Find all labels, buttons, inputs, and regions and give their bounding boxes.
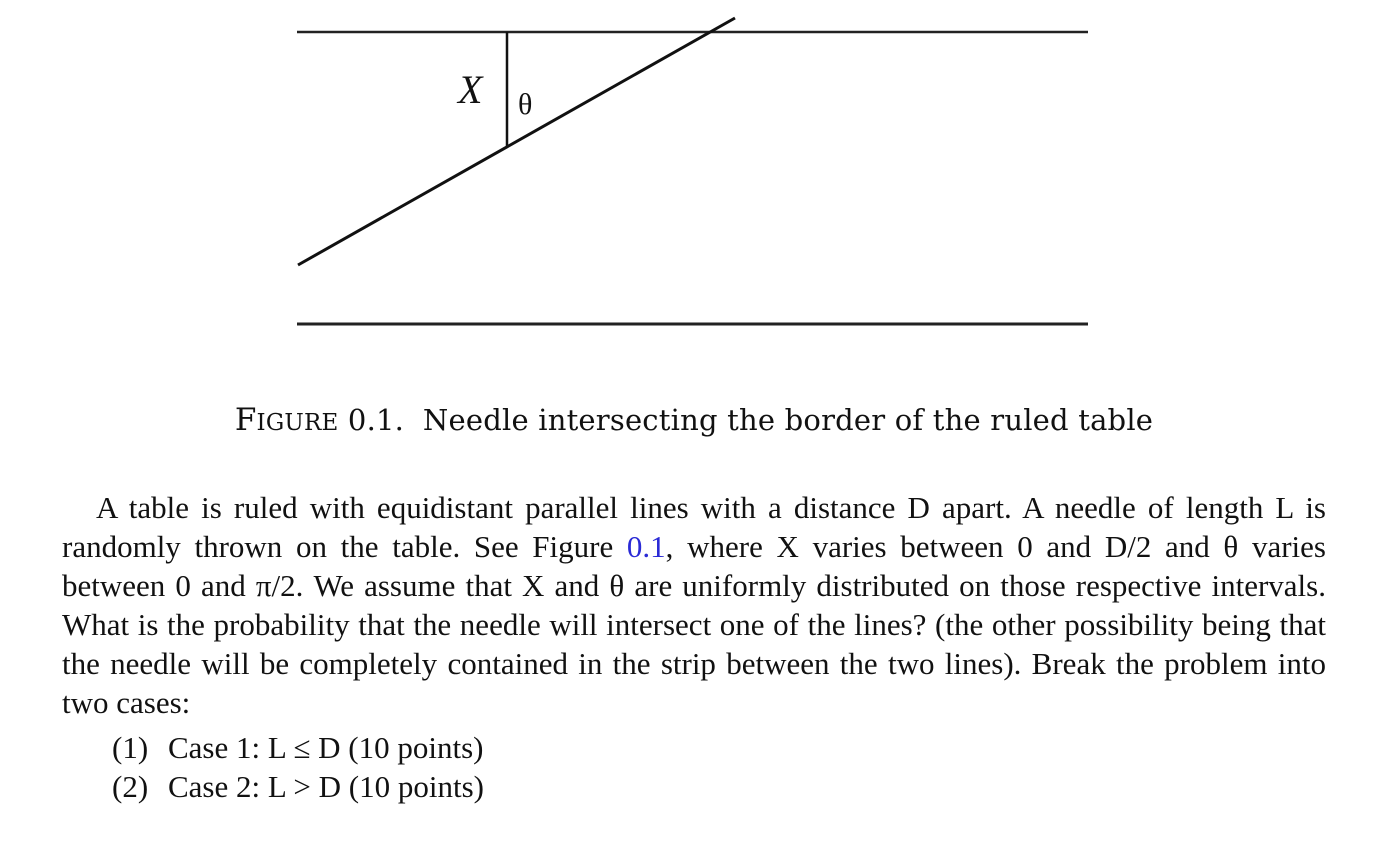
case-number: (2) (112, 769, 149, 804)
caption-prefix-first: F (234, 402, 257, 438)
caption-prefix-rest: IGURE (256, 410, 339, 436)
cases-list (112, 728, 484, 806)
list-item (112, 728, 484, 767)
needle-figure (0, 0, 1388, 360)
list-item (112, 767, 484, 806)
caption-number: 0.1. (347, 403, 405, 437)
problem-statement (62, 489, 1326, 722)
case-text: Case 1: L ≤ D (10 points) (168, 730, 484, 765)
figure-reference-link[interactable]: 0.1 (626, 528, 666, 564)
problem-text-part2: , where X varies between 0 and D/2 and θ varies between 0 and π/2. We assume that X and θ are uniformly distributed on those respective intervals. What is the probability that the needle will intersect one of the lines? (the other possibility being that the needle will be completely contained in the strip between the two lines). Break the problem into two cases: (62, 528, 1326, 720)
caption-text: Needle intersecting the border of the ruled table (422, 403, 1154, 437)
needle-diagram (0, 0, 1388, 360)
needle-line (298, 18, 735, 265)
case-number: (1) (112, 730, 149, 765)
figure-caption (0, 402, 1388, 438)
problem-text-part1: A table is ruled with equidistant parallel lines with a distance D apart. A needle of length L is randomly thrown on the table. See Figure (62, 490, 1326, 564)
label-theta: θ (518, 88, 533, 121)
case-text: Case 2: L > D (10 points) (168, 769, 484, 804)
label-x: X (458, 67, 483, 112)
